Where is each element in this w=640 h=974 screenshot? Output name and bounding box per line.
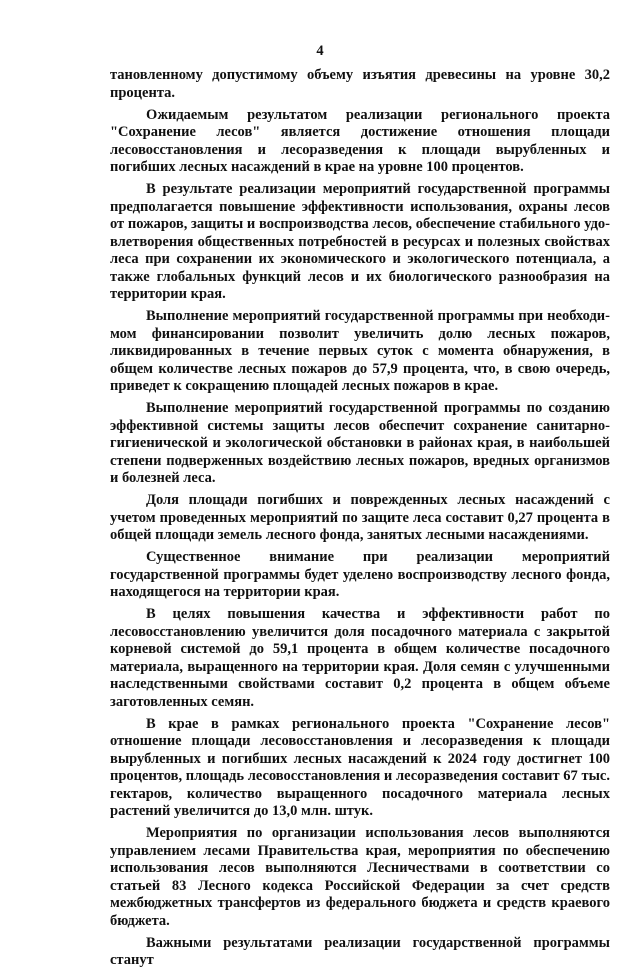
paragraph-program-effects: В результате реализации мероприятий государственной программы предполагается повышение эффективности использования, охраны лесов от пожаров, защиты и воспроизводства лесов, обеспечение стабильного удовлетворения общественных потребностей в ресурсах и полезных свойствах леса при сохранении их экономического и экологического потенциала, а также глобальных функций лесов и их биологического разнообразия на территории края. [110, 181, 610, 302]
paragraph-forest-protection: Выполнение мероприятий государственной программы по созданию эффективной системы защиты лесов обеспечит сохранение санитарно-гигиенической и экологической обстановки в районах края, в наибольшей степени подверженных воздействию лесных пожаров, вредных организмов и болезней леса. [110, 400, 610, 486]
paragraph-reproduction-attention: Существенное внимание при реализации мероприятий государственной программы будет уделено воспроизводству лесного фонда, находящегося на территории края. [110, 549, 610, 600]
paragraph-fire-liquidation: Выполнение мероприятий государственной программы при необходимом финансировании позволит увеличить долю лесных пожаров, ликвидированных в течение первых суток с момента обнаружения, в общем количестве лесных пожаров до 57,9 процента, что, в свою очередь, приведет к сокращению площадей лесных пожаров в крае. [110, 308, 610, 394]
paragraph-regional-project-2024: В крае в рамках регионального проекта "Сохранение лесов" отношение площади лесовосстановления и лесоразведения к площади вырубленных и погибших лесных насаждений к 2024 году достигнет 100 процентов, площадь лесовосстановления и лесоразведения составит 67 тыс. гектаров, количество выращенного посадочного материала лесных растений увеличится до 13,0 млн. штук. [110, 715, 610, 819]
paragraph-responsible-bodies: Мероприятия по организации использования лесов выполняются управлением лесами Правительства края, мероприятия по обеспечению использования лесов выполняются Лесничествами в соответствии со статьей 83 Лесного кодекса Российской Федерации за счет средств межбюджетных трансфертов из федерального бюджета и средств краевого бюджета. [110, 825, 610, 929]
page-number: 4 [316, 43, 324, 59]
paragraph-important-results: Важными результатами реализации государственной программы станут [110, 934, 610, 968]
paragraph-continuation: тановленному допустимому объему изъятия древесины на уровне 30,2 процента. [110, 67, 610, 101]
paragraph-regional-project-result: Ожидаемым результатом реализации регионального проекта "Сохранение лесов" является достижение отношения площади лесовосстановления и лесоразведения к площади вырубленных и погибших лесных насаждений в крае на уровне 100 процентов. [110, 106, 610, 175]
paragraph-damaged-stands: Доля площади погибших и поврежденных лесных насаждений с учетом проведенных мероприятий по защите леса составит 0,27 процента в общей площади земель лесного фонда, занятых лесными насаждениями. [110, 492, 610, 543]
document-body [110, 67, 610, 974]
paragraph-planting-material: В целях повышения качества и эффективности работ по лесовосстановлению увеличится доля посадочного материала с закрытой корневой системой до 59,1 процента в общем количестве посадочного материала, выращенного на территории края. Доля семян с улучшенными наследственными свойствами составит 0,2 процента в общем объеме заготовленных семян. [110, 606, 610, 710]
